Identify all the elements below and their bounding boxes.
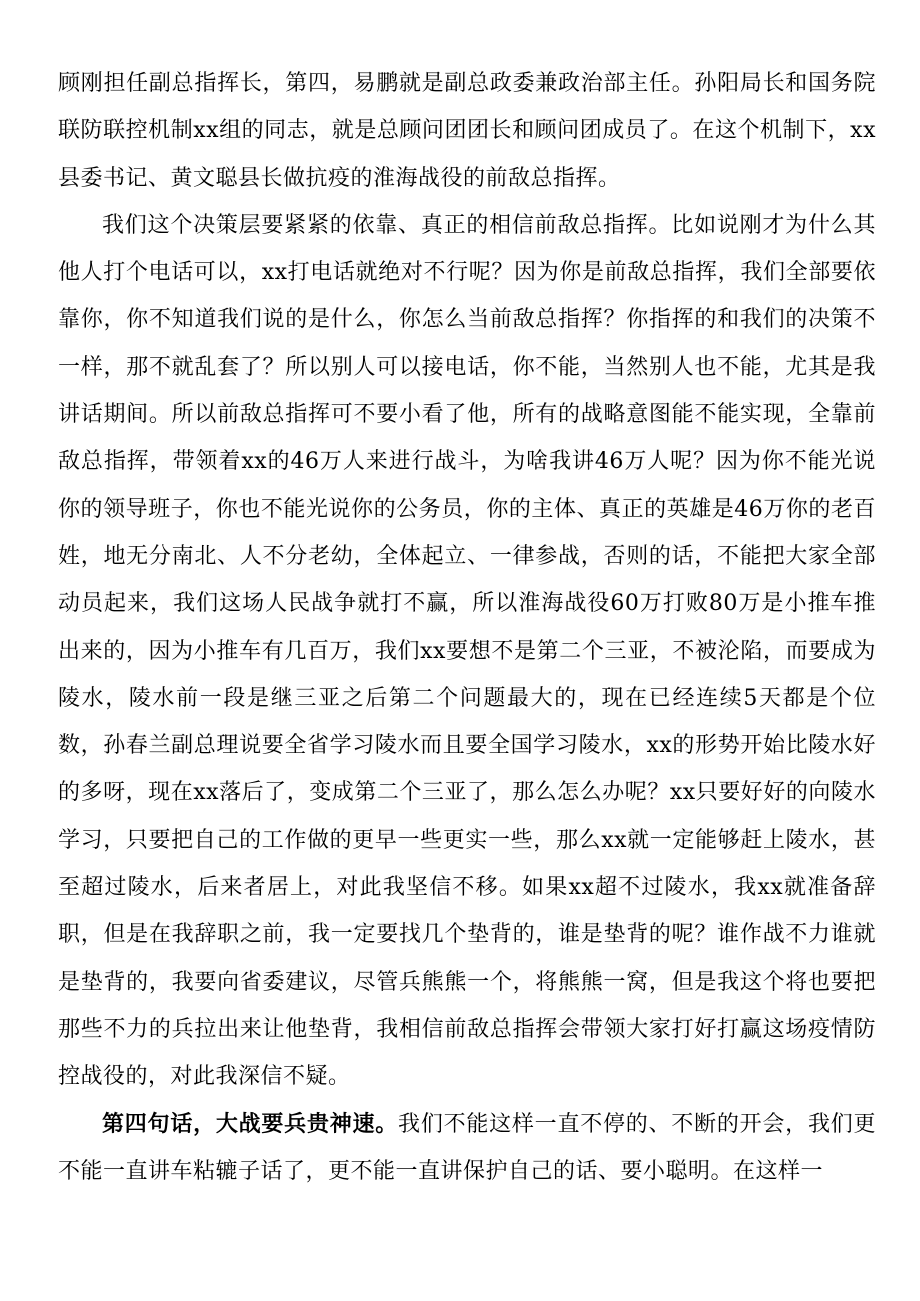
document-body — [58, 60, 876, 1195]
paragraph-3-text: 我们不能这样一直不停的、不断的开会，我们更不能一直讲车粘辘子话了，更不能一直讲保护自己的话、要小聪明。在这样一 — [58, 1111, 876, 1184]
paragraph-3 — [58, 1101, 876, 1196]
paragraph-2: 我们这个决策层要紧紧的依靠、真正的相信前敌总指挥。比如说刚才为什么其他人打个电话可以，xx打电话就绝对不行呢？因为你是前敌总指挥，我们全部要依靠你，你不知道我们说的是什么，你怎么当前敌总指挥？你指挥的和我们的决策不一样，那不就乱套了？所以别人可以接电话，你不能，当然别人也不能，尤其是我讲话期间。所以前敌总指挥可不要小看了他，所有的战略意图能不能实现，全靠前敌总指挥，带领着xx的46万人来进行战斗，为啥我讲46万人呢？因为你不能光说你的领导班子，你也不能光说你的公务员，你的主体、真正的英雄是46万你的老百姓，地无分南北、人不分老幼，全体起立、一律参战，否则的话，不能把大家全部动员起来，我们这场人民战争就打不赢，所以淮海战役60万打败80万是小推车推出来的，因为小推车有几百万，我们xx要想不是第二个三亚，不被沦陷，而要成为陵水，陵水前一段是继三亚之后第二个问题最大的，现在已经连续5天都是个位数，孙春兰副总理说要全省学习陵水而且要全国学习陵水，xx的形势开始比陵水好的多呀，现在xx落后了，变成第二个三亚了，那么怎么办呢？xx只要好好的向陵水学习，只要把自己的工作做的更早一些更实一些，那么xx就一定能够赶上陵水，甚至超过陵水，后来者居上，对此我坚信不移。如果xx超不过陵水，我xx就准备辞职，但是在我辞职之前，我一定要找几个垫背的，谁是垫背的呢？谁作战不力谁就是垫背的，我要向省委建议，尽管兵熊熊一个，将熊熊一窝，但是我这个将也要把那些不力的兵拉出来让他垫背，我相信前敌总指挥会带领大家打好打赢这场疫情防控战役的，对此我深信不疑。 — [58, 212, 876, 1090]
paragraph-3-lead-heading: 第四句话，大战要兵贵神速。 — [102, 1110, 399, 1137]
paragraph-1: 顾刚担任副总指挥长，第四，易鹏就是副总政委兼政治部主任。孙阳局长和国务院联防联控机制xx组的同志，就是总顾问团团长和顾问团成员了。在这个机制下，xx县委书记、黄文聪县长做抗疫的淮海战役的前敌总指挥。 — [58, 71, 876, 191]
